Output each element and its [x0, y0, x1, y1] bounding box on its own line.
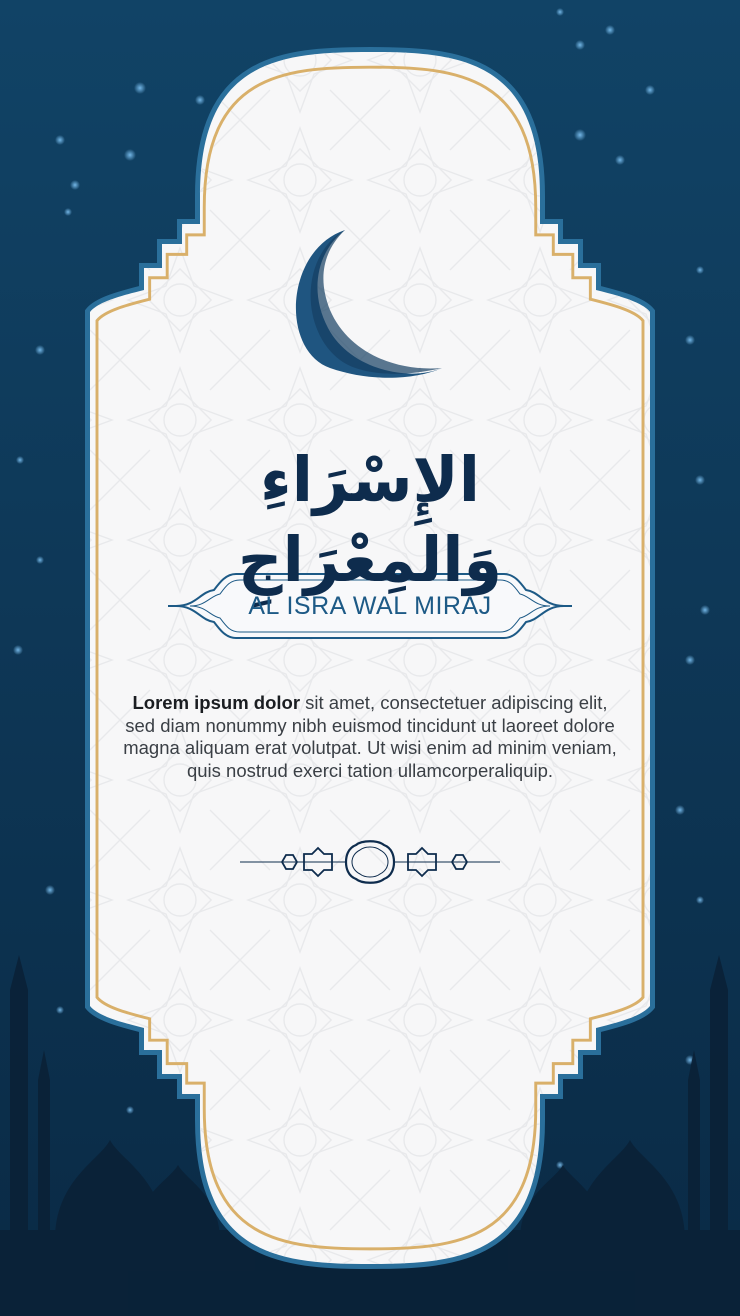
- banner-title: AL ISRA WAL MIRAJ: [248, 592, 492, 620]
- arabic-title: الإِسْرَاءِ وَالمِعْرَاجِ: [237, 443, 503, 596]
- body-copy-lead: Lorem ipsum dolor: [132, 692, 301, 713]
- body-copy: [120, 692, 620, 782]
- body-copy-text: sit amet, consectetuer adipiscing elit, sed diam nonummy nibh euismod tincidunt ut laoreet dolore magna aliquam erat volutpat. Ut wisi enim ad minim veniam, quis nostrud exerci tation ullamcorperaliquip.: [123, 692, 617, 781]
